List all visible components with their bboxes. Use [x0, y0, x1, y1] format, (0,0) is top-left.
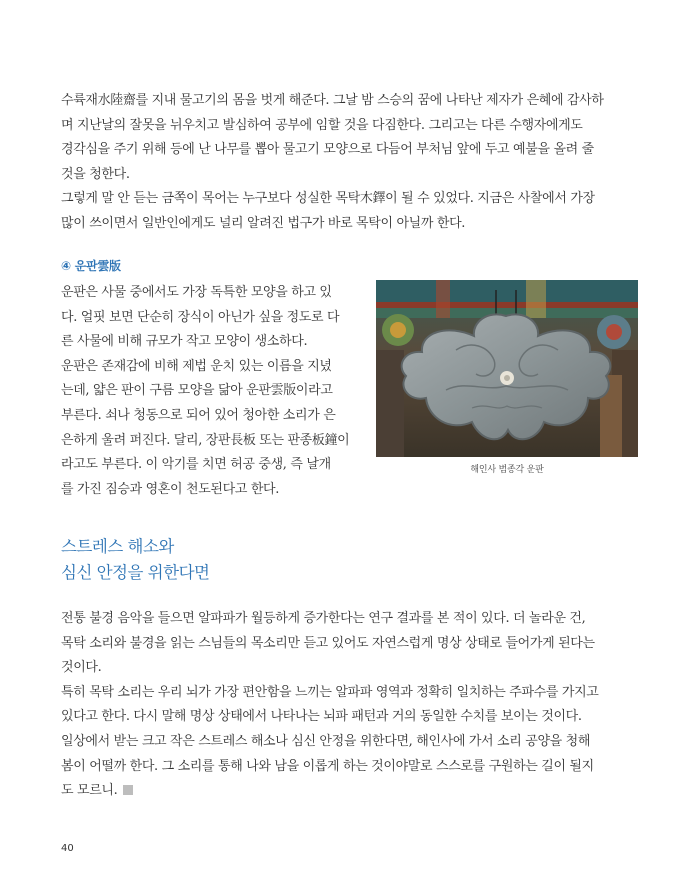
- text-line: 경각심을 주기 위해 등에 난 나무를 뽑아 물고기 모양으로 다듬어 부처님 앞에 두고 예불을 올려 줄: [61, 142, 594, 158]
- text-line: 특히 목탁 소리는 우리 뇌가 가장 편안함을 느끼는 알파파 영역과 정확히 일치하는 주파수를 가지고: [61, 684, 599, 700]
- page-number: 40: [61, 843, 74, 854]
- text-line: 목탁 소리와 불경을 읽는 스님들의 목소리만 듣고 있어도 자연스럽게 명상 상태로 들어가게 된다는: [61, 635, 595, 651]
- text-line: 라고도 부른다. 이 악기를 치면 허공 중생, 즉 날개: [61, 457, 331, 473]
- text-line: 일상에서 받는 크고 작은 스트레스 해소나 심신 안정을 위한다면, 해인사에 가서 소리 공양을 청해: [61, 733, 591, 749]
- subtitle: [61, 534, 209, 586]
- stress-paragraph: [61, 607, 599, 804]
- text-line: 부른다. 쇠나 청동으로 되어 있어 청아한 소리가 은: [61, 407, 336, 423]
- section-heading: ④ 운판雲版: [61, 259, 121, 273]
- text-line: 그렇게 말 안 듣는 금쪽이 목어는 누구보다 성실한 목탁木鐸이 될 수 있었다. 지금은 사찰에서 가장: [61, 191, 595, 207]
- text-line: 봄이 어떨까 한다. 그 소리를 통해 나와 남을 이롭게 하는 것이야말로 스스로를 구원하는 길이 될지: [61, 758, 594, 774]
- intro-paragraph: [61, 89, 604, 237]
- text-line: 많이 쓰이면서 일반인에게도 널리 알려진 법구가 바로 목탁이 아닐까 한다.: [61, 215, 466, 231]
- text-line: 수륙재水陸齋를 지내 물고기의 몸을 벗게 해준다. 그날 밤 스승의 꿈에 나타난 제자가 은혜에 감사하: [61, 93, 604, 108]
- text-line: 운판은 사물 중에서도 가장 독특한 모양을 하고 있: [61, 285, 332, 300]
- text-line: 를 가진 짐승과 영혼이 천도된다고 한다.: [61, 481, 280, 497]
- text-line: 른 사물에 비해 규모가 작고 모양이 생소하다.: [61, 334, 308, 350]
- text-line: 전통 불경 음악을 들으면 알파파가 월등하게 증가한다는 연구 결과를 본 적이 있다. 더 놀라운 건,: [61, 611, 586, 626]
- photo-caption: 해인사 범종각 운판: [470, 465, 544, 475]
- text-line: 것이다.: [61, 660, 102, 676]
- text-line: 며 지난날의 잘못을 뉘우치고 발심하여 공부에 임할 것을 다짐한다. 그리고는 다른 수행자에게도: [61, 117, 583, 133]
- text-line: 운판은 존재감에 비해 제법 운치 있는 이름을 지녔: [61, 358, 332, 374]
- text-line: [61, 779, 599, 804]
- end-mark-icon: [123, 785, 133, 795]
- text-line-content: 도 모르니.: [61, 783, 118, 799]
- text-line: 것을 청한다.: [61, 166, 130, 182]
- unpan-paragraph: [61, 281, 349, 502]
- unpan-photo: [376, 280, 638, 457]
- subtitle-line: 스트레스 해소와: [61, 537, 174, 556]
- text-line: 있다고 한다. 다시 말해 명상 상태에서 나타나는 뇌파 패턴과 거의 동일한 수치를 보이는 것이다.: [61, 709, 582, 725]
- text-line: 은하게 울려 퍼진다. 달리, 장판長板 또는 판종板鐘이: [61, 432, 350, 448]
- subtitle-line: 심신 안정을 위한다면: [61, 563, 210, 582]
- text-line: 는데, 얇은 판이 구름 모양을 닮아 운판雲版이라고: [61, 383, 333, 399]
- text-line: 다. 얼핏 보면 단순히 장식이 아닌가 싶을 정도로 다: [61, 309, 340, 325]
